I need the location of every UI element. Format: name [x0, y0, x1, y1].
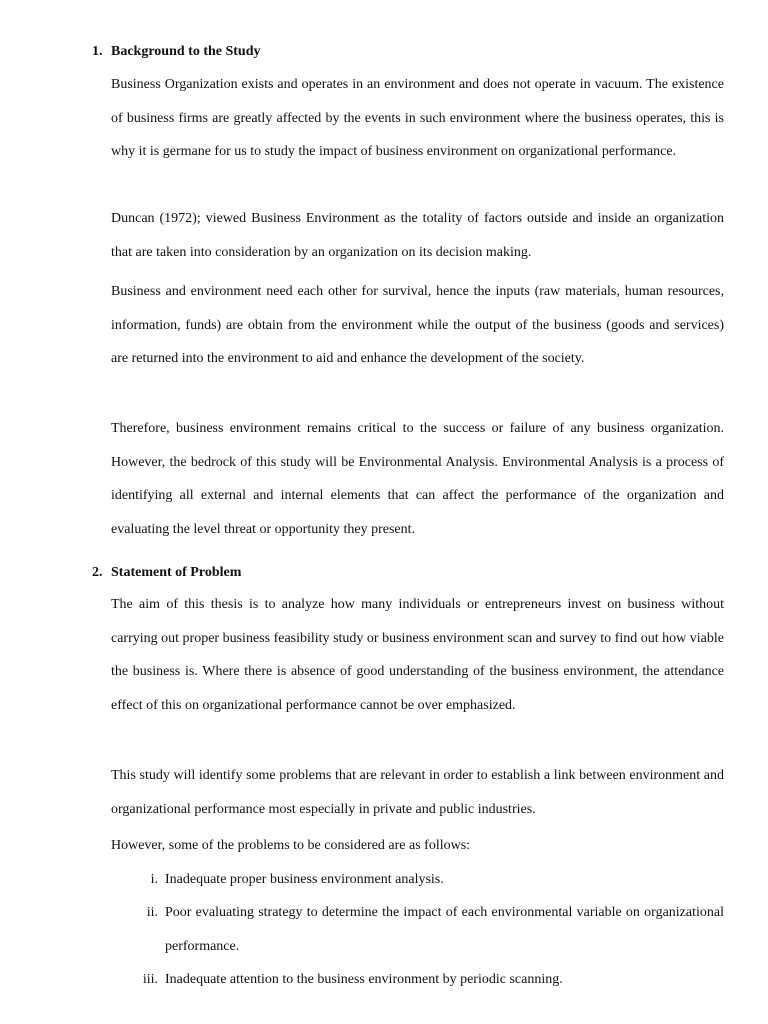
paragraph: This study will identify some problems that are relevant in order to establish a link between environment and organizational performance most especially in private and public industries. — [111, 768, 724, 817]
list-marker: i. — [150, 872, 158, 887]
section-title: Background to the Study — [111, 44, 261, 59]
paragraph: Business and environment need each other for survival, hence the inputs (raw materials, human resources, information, funds) are obtain from the environment while the output of the business (goods and services) are returned into the environment to aid and enhance the development of the society. — [111, 284, 724, 366]
paragraph: However, some of the problems to be considered are as follows: — [111, 838, 471, 853]
section-number: 1. — [92, 44, 103, 59]
list-item — [111, 896, 724, 963]
section-title: Statement of Problem — [111, 565, 242, 580]
list-item — [111, 863, 724, 897]
list-item-text: Poor evaluating strategy to determine the impact of each environmental variable on organizational performance. — [165, 905, 724, 954]
list-item-text: Inadequate attention to the business environment by periodic scanning. — [165, 972, 563, 987]
list-item — [111, 963, 724, 997]
list-marker: iii. — [142, 972, 158, 987]
list-marker: ii. — [146, 905, 158, 920]
paragraph: The aim of this thesis is to analyze how many individuals or entrepreneurs invest on business without carrying out proper business feasibility study or business environment scan and survey to find out how viable the business is. Where there is absence of good understanding of the business environment, the attendance effect of this on organizational performance cannot be over emphasized. — [111, 597, 724, 713]
section-heading-background — [92, 43, 261, 60]
paragraph: Duncan (1972); viewed Business Environment as the totality of factors outside and inside an organization that are taken into consideration by an organization on its decision making. — [111, 211, 724, 260]
section-number: 2. — [92, 565, 103, 580]
paragraph: Business Organization exists and operates in an environment and does not operate in vacuum. The existence of business firms are greatly affected by the events in such environment where the business operates, this is why it is germane for us to study the impact of business environment on organizational performance. — [111, 77, 724, 159]
paragraph: Therefore, business environment remains critical to the success or failure of any business organization. However, the bedrock of this study will be Environmental Analysis. Environmental Analysis is a process of identifying all external and internal elements that can affect the performance of the organization and evaluating the level threat or opportunity they present. — [111, 421, 724, 537]
section-heading-problem — [92, 564, 241, 581]
list-item-text: Inadequate proper business environment analysis. — [165, 872, 444, 887]
